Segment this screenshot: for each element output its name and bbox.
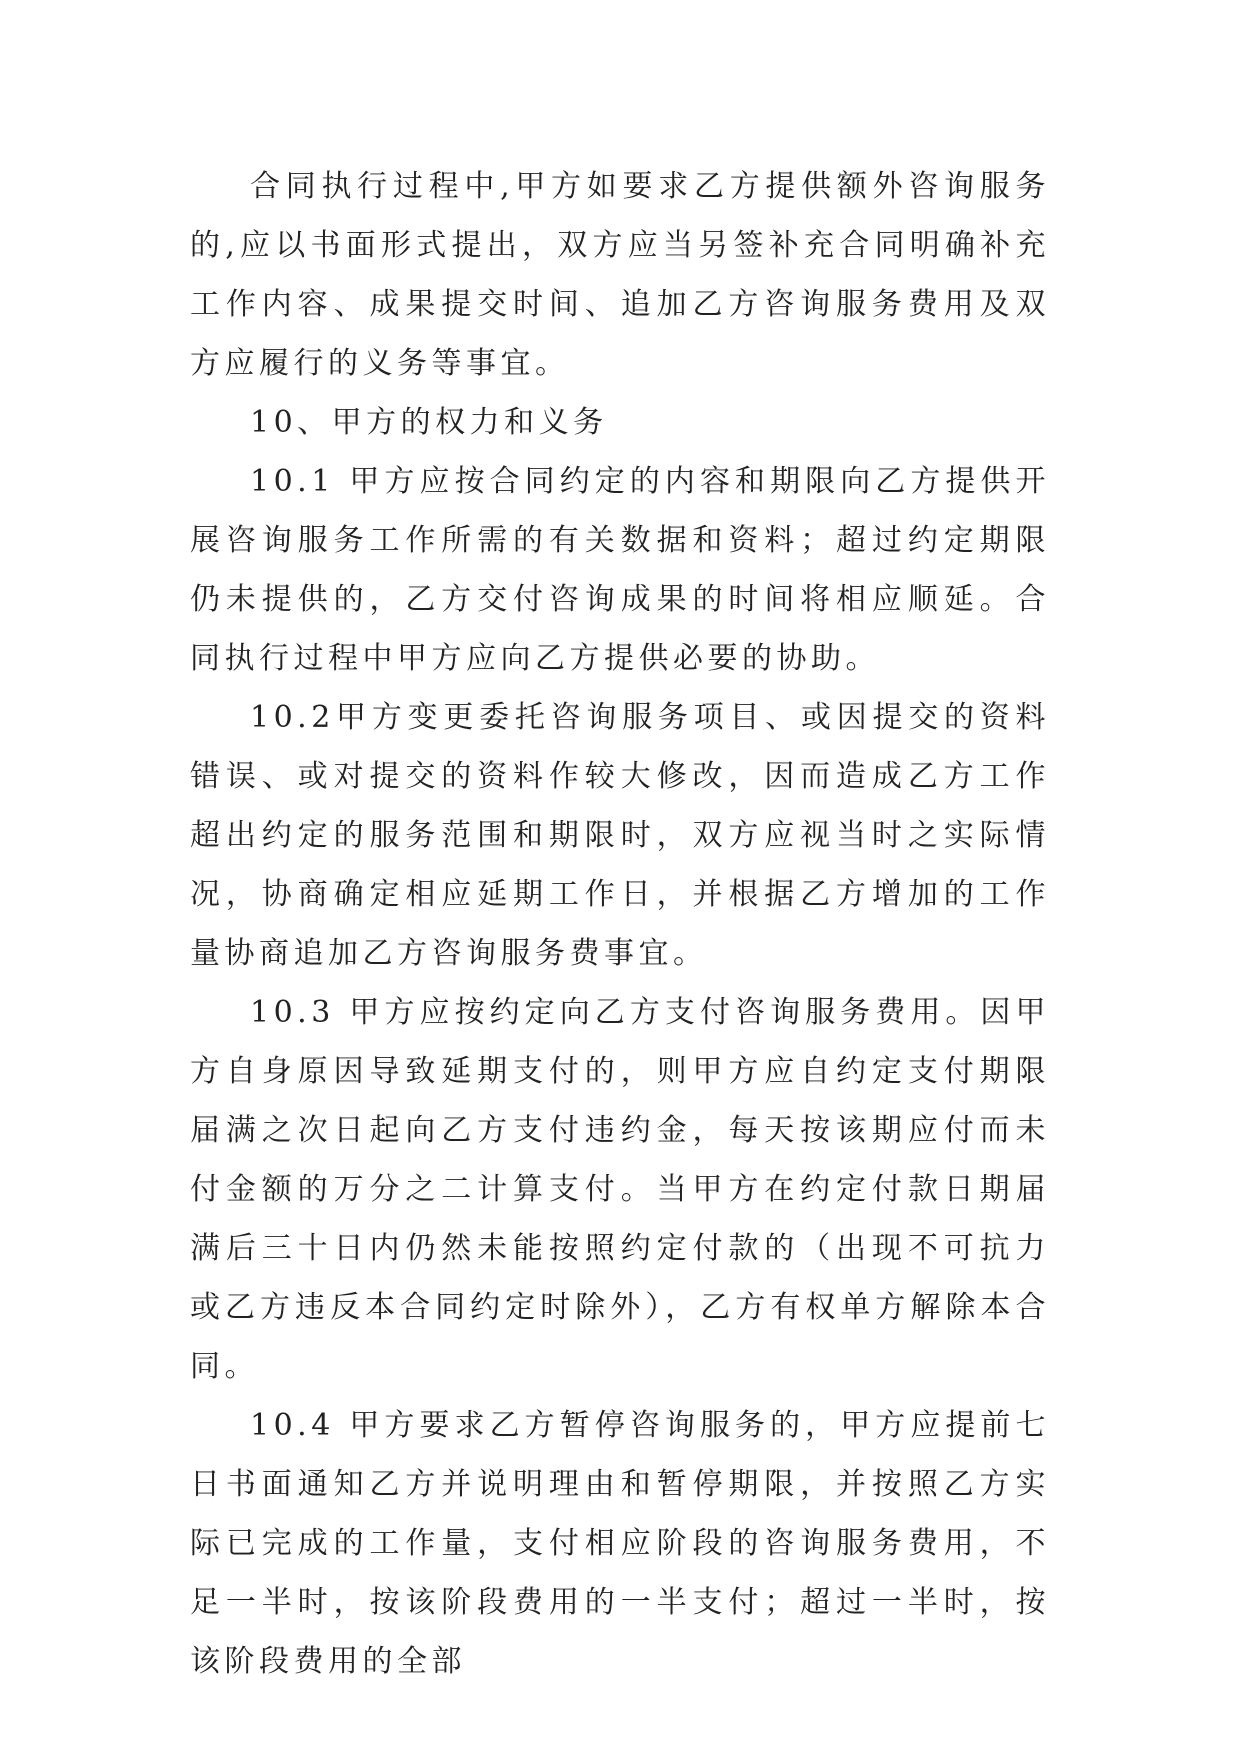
- document-body: [190, 157, 1050, 1691]
- clause-10-2: 10.2甲方变更委托咨询服务项目、或因提交的资料错误、或对提交的资料作较大修改，因而造成乙方工作超出约定的服务范围和期限时，双方应视当时之实际情况，协商确定相应延期工作日，并根据乙方增加的工作量协商追加乙方咨询服务费事宜。: [190, 700, 1050, 971]
- clause-10-1: 10.1 甲方应按合同约定的内容和期限向乙方提供开展咨询服务工作所需的有关数据和资料；超过约定期限仍未提供的，乙方交付咨询成果的时间将相应顺延。合同执行过程中甲方应向乙方提供必要的协助。: [190, 464, 1050, 676]
- clause-10-3: 10.3 甲方应按约定向乙方支付咨询服务费用。因甲方自身原因导致延期支付的，则甲方应自约定支付期限届满之次日起向乙方支付违约金，每天按该期应付而未付金额的万分之二计算支付。当甲方在约定付款日期届满后三十日内仍然未能按照约定付款的（出现不可抗力或乙方违反本合同约定时除外），乙方有权单方解除本合同。: [190, 995, 1050, 1384]
- clause-10-4: 10.4 甲方要求乙方暂停咨询服务的，甲方应提前七日书面通知乙方并说明理由和暂停期限，并按照乙方实际已完成的工作量，支付相应阶段的咨询服务费用，不足一半时，按该阶段费用的一半支付；超过一半时，按该阶段费用的全部: [190, 1408, 1050, 1679]
- paragraph-additional-services: 合同执行过程中,甲方如要求乙方提供额外咨询服务的,应以书面形式提出，双方应当另签补充合同明确补充工作内容、成果提交时间、追加乙方咨询服务费用及双方应履行的义务等事宜。: [190, 169, 1050, 381]
- section-heading-party-a-rights: 10、甲方的权力和义务: [250, 405, 608, 440]
